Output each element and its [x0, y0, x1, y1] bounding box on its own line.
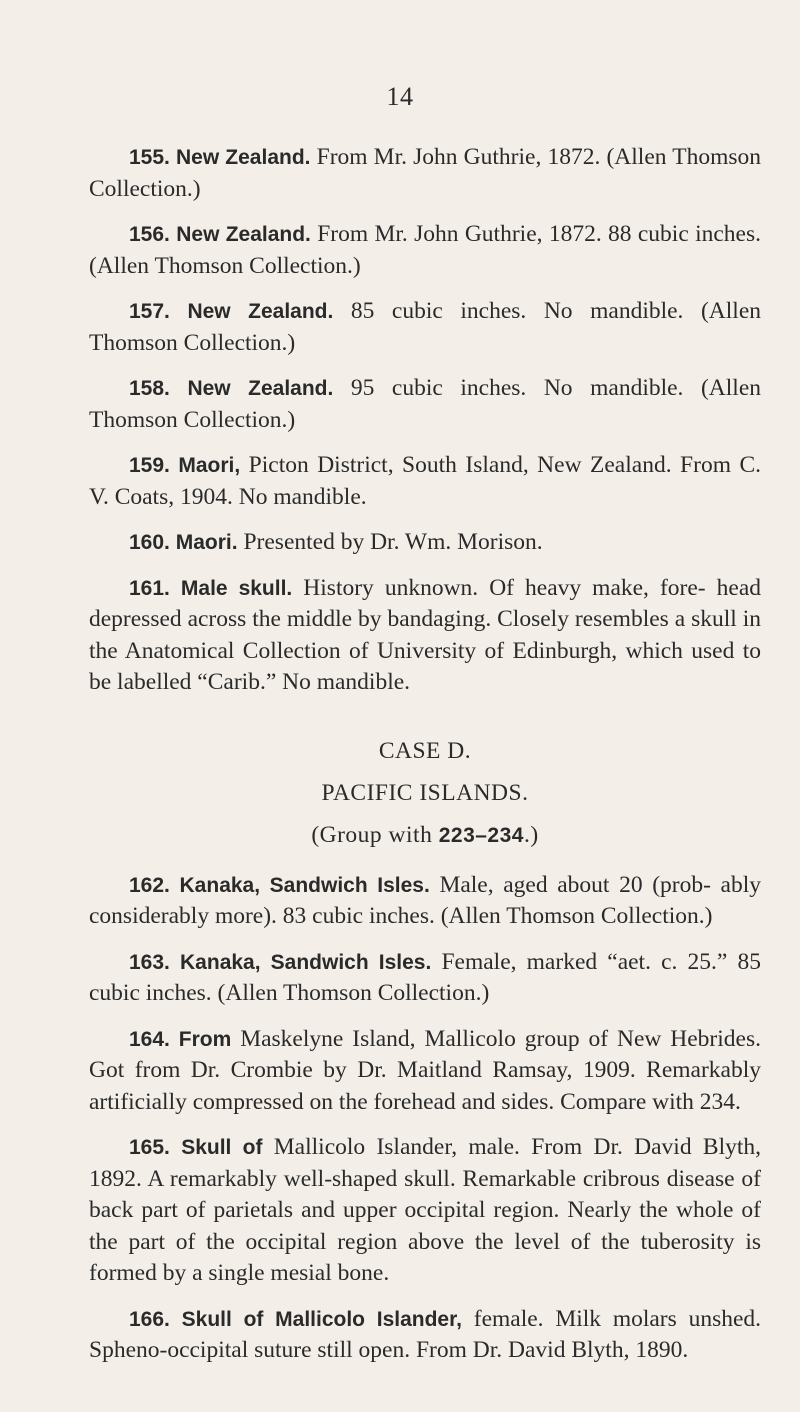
entry-166 [89, 1304, 761, 1367]
entry-text: From Mr. John Guthrie, 1872. (Allen Thomson Collection.) [89, 144, 762, 202]
entry-number: 165. [129, 1136, 170, 1159]
entry-lead: Male skull. [180, 576, 293, 600]
group-suffix: .) [523, 821, 539, 848]
entry-number: 155. [129, 146, 170, 169]
case-heading: CASE D. [378, 737, 472, 764]
entry-160 [89, 527, 761, 559]
entry-163 [89, 947, 761, 1010]
entry-text: From Mr. John Guthrie, 1872. 88 cubic inches. (Allen Thomson Collection.) [89, 221, 762, 279]
entry-number: 163. [129, 950, 170, 974]
entry-lead: Kanaka, Sandwich Isles. [180, 950, 432, 974]
entry-162 [89, 870, 761, 933]
entry-number: 160. [129, 531, 170, 554]
entry-number: 166. [129, 1307, 170, 1331]
entry-text: Picton District, South Island, New Zealand. From C. V. Coats, 1904. No mandible. [89, 452, 761, 510]
entry-156 [89, 219, 761, 282]
entry-lead: Maori. [175, 531, 238, 554]
entry-number: 164. [129, 1027, 170, 1051]
text-column [89, 142, 761, 1381]
entry-lead: New Zealand. [176, 146, 311, 169]
entry-164 [89, 1024, 761, 1119]
entry-157 [89, 296, 761, 359]
entry-text: 85 cubic inches. No mandible. (Allen Thomson Collection.) [89, 298, 762, 356]
entry-text: Male, aged about 20 (prob- ably considerably more). 83 cubic inches. (Allen Thomson Collection.) [89, 871, 762, 929]
entry-number: 161. [129, 576, 170, 600]
entry-number: 159. [129, 454, 170, 477]
entry-text: Mallicolo Islander, male. From Dr. David Blyth, 1892. A remarkably well-shaped skull. Remarkable cribrous disease of back part of parietals and upper occipital region. Nearly the whole of the part of the occipital region above the level of the tuberosity is formed by a single mesial bone. [89, 1134, 762, 1286]
entry-155 [89, 142, 761, 205]
entry-text: female. Milk molars unshed. Spheno-occipital suture still open. From Dr. David Blyth, 1890. [89, 1305, 762, 1363]
page-number: 14 [386, 82, 414, 111]
group-range: 223–234 [438, 823, 524, 847]
entry-text: Presented by Dr. Wm. Morison. [237, 529, 543, 555]
entry-lead: Skull of Mallicolo Islander, [181, 1307, 462, 1331]
entry-lead: New Zealand. [187, 377, 334, 400]
group-prefix: (Group with [311, 821, 439, 848]
entry-number: 162. [129, 873, 170, 897]
entry-159 [89, 450, 761, 513]
entry-text: Female, marked “aet. c. 25.” 85 cubic inches. (Allen Thomson Collection.) [89, 948, 761, 1006]
entry-lead: New Zealand. [187, 300, 334, 323]
group-note [89, 819, 761, 852]
entry-lead: From [178, 1027, 232, 1051]
entry-number: 158. [129, 377, 170, 400]
entry-number: 156. [129, 223, 170, 246]
entry-lead: New Zealand. [176, 223, 311, 246]
entry-text: 95 cubic inches. No mandible. (Allen Thomson Collection.) [89, 375, 762, 433]
section-title: PACIFIC ISLANDS. [321, 779, 529, 806]
entry-lead: Kanaka, Sandwich Isles. [179, 873, 430, 897]
entry-text: Maskelyne Island, Mallicolo group of New Hebrides. Got from Dr. Crombie by Dr. Maitland Ramsay, 1909. Remarkably artificially compressed on the forehead and sides. Compare with 234. [89, 1025, 761, 1115]
entry-number: 157. [129, 300, 170, 323]
entry-158 [89, 373, 761, 436]
entry-165 [89, 1132, 761, 1290]
entry-161 [89, 573, 761, 699]
entry-text: History unknown. Of heavy make, fore- head depressed across the middle by bandaging. Closely resembles a skull in the Anatomical Collection of University of Edinburgh, which used to be labelled “Carib.” No mandible. [89, 574, 762, 695]
entry-lead: Skull of [181, 1136, 263, 1159]
entry-lead: Maori, [178, 454, 241, 477]
section-heading [89, 735, 761, 852]
